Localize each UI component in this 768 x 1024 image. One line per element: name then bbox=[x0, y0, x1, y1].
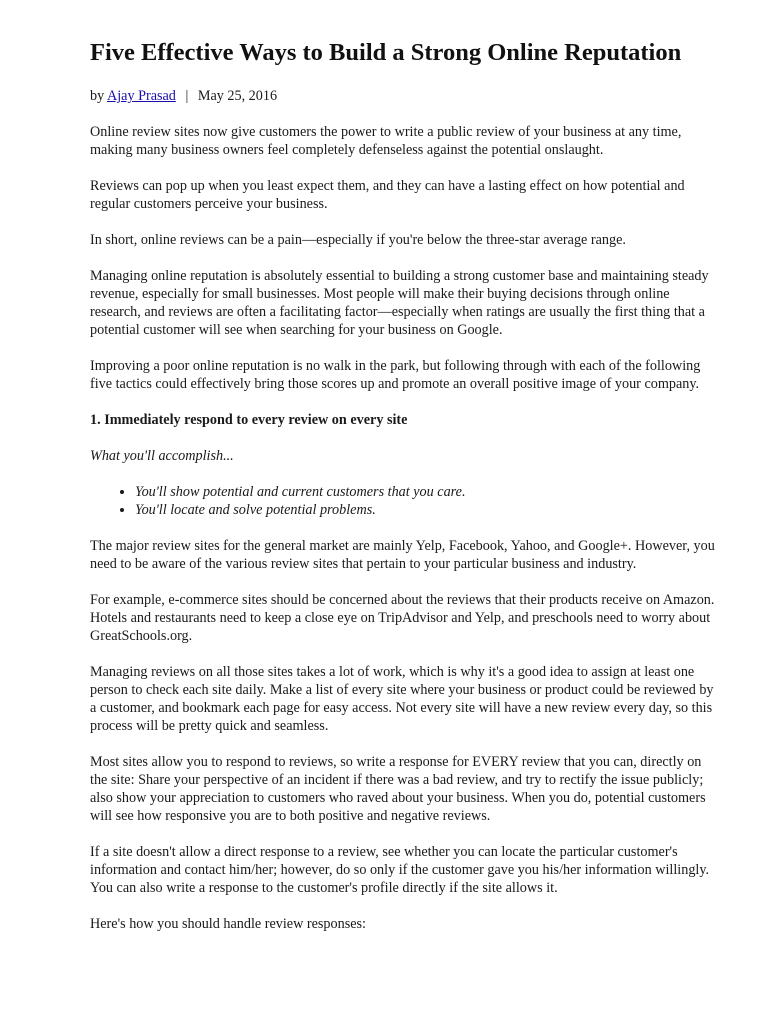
author-link[interactable]: Ajay Prasad bbox=[106, 88, 176, 105]
section1-paragraph-4: Most sites allow you to respond to reviews, so write a response for EVERY review that you can, directly on the site: Share your perspective of an incident if there was a bad review, and try to rectify the issue publicly; also show your appreciation to customers who raved about your business. When you do, potential customers will see how responsive you are to both positive and negative reviews. bbox=[90, 754, 706, 825]
byline bbox=[90, 87, 720, 105]
byline-separator: | bbox=[185, 88, 189, 105]
section-heading-1: 1. Immediately respond to every review on every site bbox=[90, 412, 408, 429]
intro-paragraph-2: Reviews can pop up when you least expect them, and they can have a lasting effect on how potential and regular customers perceive your business. bbox=[90, 178, 685, 213]
intro-paragraph-5: Improving a poor online reputation is no walk in the park, but following through with each of the following five tactics could effectively bring those scores up and promote an overall positive image of your company. bbox=[90, 358, 701, 393]
intro-paragraph-3: In short, online reviews can be a pain—especially if you're below the three-star average range. bbox=[90, 232, 626, 249]
article-title: Five Effective Ways to Build a Strong Online Reputation bbox=[90, 39, 682, 66]
list-item: • You'll locate and solve potential problems. bbox=[135, 501, 720, 519]
intro-paragraph-1: Online review sites now give customers the power to write a public review of your business at any time, making many business owners feel completely defenseless against the potential onslaught. bbox=[90, 124, 682, 159]
section1-paragraph-5: If a site doesn't allow a direct response to a review, see whether you can locate the particular customer's information and contact him/her; however, do so only if the customer gave you his/her information willingly. You can also write a response to the customer's profile directly if the site allows it. bbox=[90, 844, 710, 897]
section1-paragraph-2: For example, e-commerce sites should be concerned about the reviews that their products receive on Amazon. Hotels and restaurants need to keep a close eye on TripAdvisor and Yelp, and preschools need to worry about GreatSchools.org. bbox=[90, 592, 715, 645]
intro-paragraph-4: Managing online reputation is absolutely essential to building a strong customer base and maintaining steady revenue, especially for small businesses. Most people will make their buying decisions through online research, and reviews are often a facilitating factor—especially when ratings are usually the first thing that a potential customer will see when searching for your business on Google. bbox=[90, 268, 709, 339]
section1-paragraph-6: Here's how you should handle review responses: bbox=[90, 916, 366, 933]
accomplish-label: What you'll accomplish... bbox=[90, 448, 234, 465]
accomplish-list bbox=[90, 483, 720, 519]
section1-paragraph-1: The major review sites for the general market are mainly Yelp, Facebook, Yahoo, and Google+. However, you need to be aware of the various review sites that pertain to your particular business and industry. bbox=[90, 538, 715, 573]
publish-date: May 25, 2016 bbox=[197, 88, 278, 105]
section1-paragraph-3: Managing reviews on all those sites takes a lot of work, which is why it's a good idea to assign at least one person to check each site daily. Make a list of every site where your business or product could be reviewed by a customer, and bookmark each page for easy access. Not every site will have a new review every day, so this process will be pretty quick and seamless. bbox=[90, 664, 714, 735]
byline-prefix: by bbox=[90, 88, 105, 105]
article bbox=[90, 38, 720, 951]
list-item: • You'll show potential and current customers that you care. bbox=[135, 483, 720, 501]
